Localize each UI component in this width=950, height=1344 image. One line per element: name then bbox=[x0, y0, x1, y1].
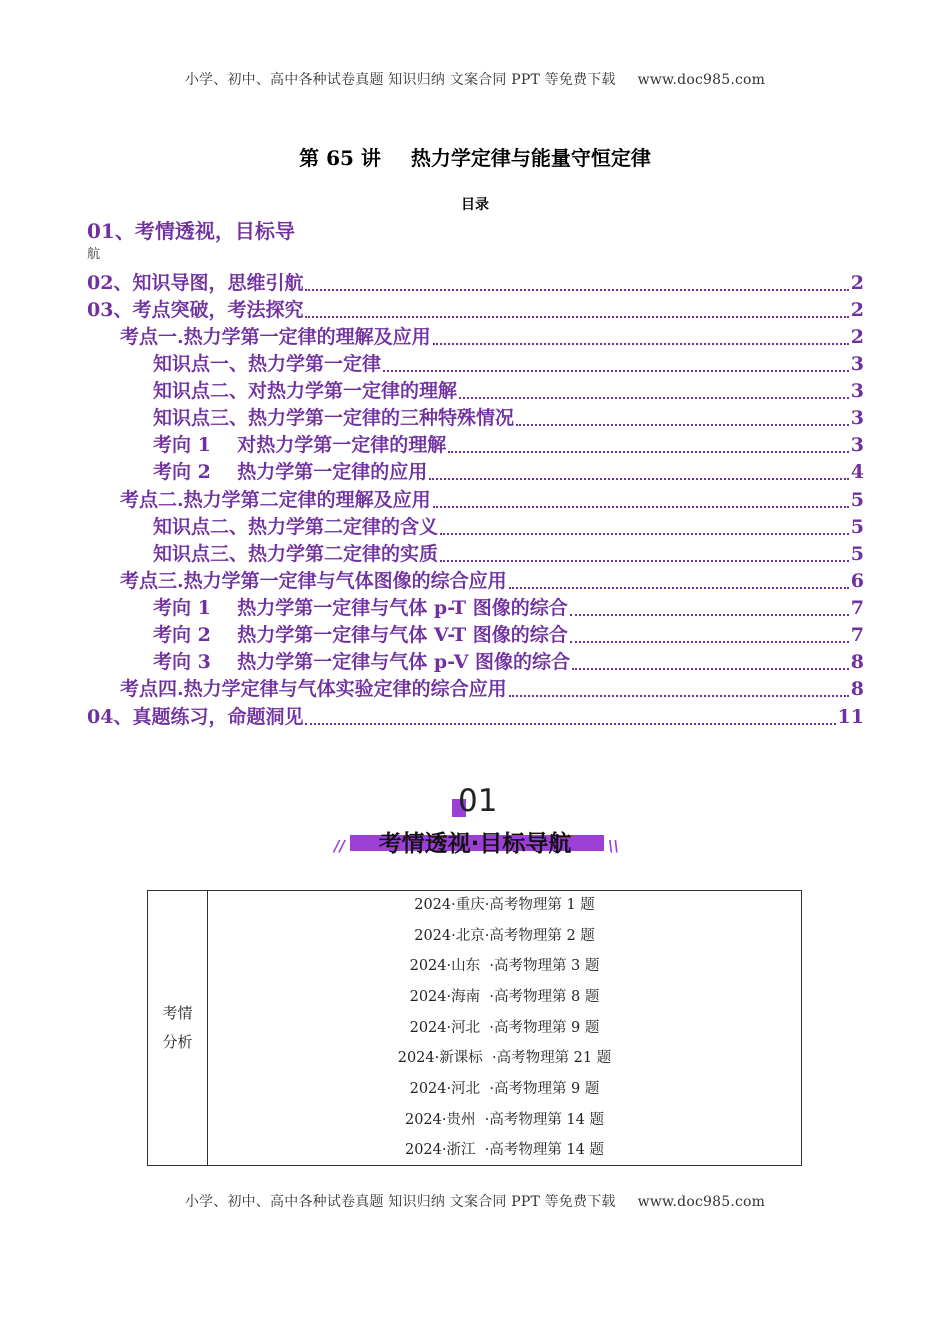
analysis-label-line1: 考情 bbox=[162, 1004, 193, 1022]
toc-item-01[interactable]: 01、考情透视，目标导 bbox=[87, 219, 295, 243]
toc-item-page: 2 bbox=[850, 299, 864, 321]
banner-number-text: 01 bbox=[458, 783, 498, 819]
toc-item-page: 2 bbox=[850, 272, 864, 294]
banner-title: 考情透视·目标导航 bbox=[378, 831, 572, 857]
toc-item-label: 知识点三、热力学第二定律的实质 bbox=[153, 543, 439, 565]
toc-item-page: 11 bbox=[837, 706, 864, 728]
exam-item: 2024·山东 ·高考物理第 3 题 bbox=[409, 958, 600, 974]
toc-item-label: 知识点二、对热力学第一定律的理解 bbox=[153, 380, 458, 402]
toc-item[interactable] bbox=[120, 568, 864, 594]
toc-item[interactable] bbox=[153, 541, 864, 567]
analysis-label-cell bbox=[148, 891, 208, 1165]
toc-item[interactable] bbox=[153, 622, 864, 648]
toc-item-page: 7 bbox=[850, 597, 864, 619]
toc-item[interactable] bbox=[153, 378, 864, 404]
banner-slash-right: \\ bbox=[608, 837, 619, 855]
exam-item: 2024·重庆·高考物理第 1 题 bbox=[414, 897, 595, 913]
toc-item[interactable] bbox=[153, 514, 864, 540]
exam-item: 2024·北京·高考物理第 2 题 bbox=[414, 928, 595, 944]
page-header bbox=[0, 69, 950, 89]
toc-item-01-wrap: 航 bbox=[87, 247, 101, 262]
toc-item[interactable] bbox=[87, 297, 864, 323]
toc-item-label: 考点一.热力学第一定律的理解及应用 bbox=[120, 326, 431, 348]
toc-item-label: 知识点一、热力学第一定律 bbox=[153, 353, 382, 375]
toc-item-page: 7 bbox=[850, 624, 864, 646]
exam-item: 2024·河北 ·高考物理第 9 题 bbox=[409, 1020, 600, 1036]
footer-site: www.doc985.com bbox=[637, 1194, 766, 1210]
toc-item-label: 考向 1 对热力学第一定律的理解 bbox=[153, 434, 447, 456]
exam-analysis-table bbox=[147, 890, 802, 1166]
toc-item-page: 3 bbox=[850, 353, 864, 375]
banner-slash-left: // bbox=[334, 837, 345, 855]
toc-item-label: 02、知识导图，思维引航 bbox=[87, 272, 304, 294]
header-site: www.doc985.com bbox=[637, 72, 766, 88]
toc-item-page: 5 bbox=[850, 489, 864, 511]
toc-item-label: 知识点二、热力学第二定律的含义 bbox=[153, 516, 439, 538]
footer-text: 小学、初中、高中各种试卷真题 知识归纳 文案合同 PPT 等免费下载 bbox=[184, 1194, 616, 1210]
exam-item: 2024·河北 ·高考物理第 9 题 bbox=[409, 1081, 600, 1097]
lecture-number: 第 65 讲 bbox=[299, 146, 381, 170]
toc-item[interactable] bbox=[120, 676, 864, 702]
toc-item-label: 03、考点突破，考法探究 bbox=[87, 299, 304, 321]
page-title bbox=[0, 142, 950, 171]
analysis-exam-list bbox=[208, 891, 801, 1165]
lecture-subject: 热力学定律与能量守恒定律 bbox=[410, 146, 651, 170]
banner-number bbox=[450, 785, 510, 825]
toc-item-label: 04、真题练习，命题洞见 bbox=[87, 706, 304, 728]
toc-item-page: 3 bbox=[850, 380, 864, 402]
toc-item-label: 考向 2 热力学第一定律与气体 V-T 图像的综合 bbox=[153, 624, 568, 646]
toc-item-page: 6 bbox=[850, 570, 864, 592]
toc-item-label: 考点四.热力学定律与气体实验定律的综合应用 bbox=[120, 678, 507, 700]
toc-item[interactable] bbox=[120, 487, 864, 513]
toc-item-page: 3 bbox=[850, 434, 864, 456]
page-footer bbox=[0, 1191, 950, 1211]
section-banner bbox=[0, 785, 950, 865]
toc-item[interactable] bbox=[87, 270, 864, 296]
toc-item[interactable] bbox=[153, 432, 864, 458]
exam-item: 2024·新课标 ·高考物理第 21 题 bbox=[397, 1050, 612, 1066]
exam-item: 2024·浙江 ·高考物理第 14 题 bbox=[404, 1142, 604, 1158]
toc-item-page: 4 bbox=[850, 461, 864, 483]
toc-item-page: 5 bbox=[850, 516, 864, 538]
toc-item[interactable] bbox=[120, 324, 864, 350]
toc-item[interactable] bbox=[153, 649, 864, 675]
toc-item-page: 3 bbox=[850, 407, 864, 429]
toc-item-page: 8 bbox=[850, 678, 864, 700]
exam-item: 2024·海南 ·高考物理第 8 题 bbox=[409, 989, 600, 1005]
header-text: 小学、初中、高中各种试卷真题 知识归纳 文案合同 PPT 等免费下载 bbox=[184, 72, 616, 88]
toc-item[interactable] bbox=[153, 595, 864, 621]
toc-item-label: 知识点三、热力学第一定律的三种特殊情况 bbox=[153, 407, 515, 429]
analysis-label-line2: 分析 bbox=[162, 1033, 193, 1051]
toc-item[interactable] bbox=[153, 351, 864, 377]
toc-item-label: 考点三.热力学第一定律与气体图像的综合应用 bbox=[120, 570, 507, 592]
toc-item[interactable] bbox=[153, 405, 864, 431]
toc-item-label: 考向 3 热力学第一定律与气体 p-V 图像的综合 bbox=[153, 651, 571, 673]
toc-item-label: 考向 2 热力学第一定律的应用 bbox=[153, 461, 428, 483]
toc-item[interactable] bbox=[87, 704, 864, 730]
toc-item-label: 考点二.热力学第二定律的理解及应用 bbox=[120, 489, 431, 511]
toc-item-page: 2 bbox=[850, 326, 864, 348]
toc-item-page: 8 bbox=[850, 651, 864, 673]
toc-heading: 目录 bbox=[461, 197, 489, 213]
toc-item-label: 考向 1 热力学第一定律与气体 p-T 图像的综合 bbox=[153, 597, 568, 619]
toc-item[interactable] bbox=[153, 459, 864, 485]
toc-item-page: 5 bbox=[850, 543, 864, 565]
exam-item: 2024·贵州 ·高考物理第 14 题 bbox=[404, 1112, 604, 1128]
